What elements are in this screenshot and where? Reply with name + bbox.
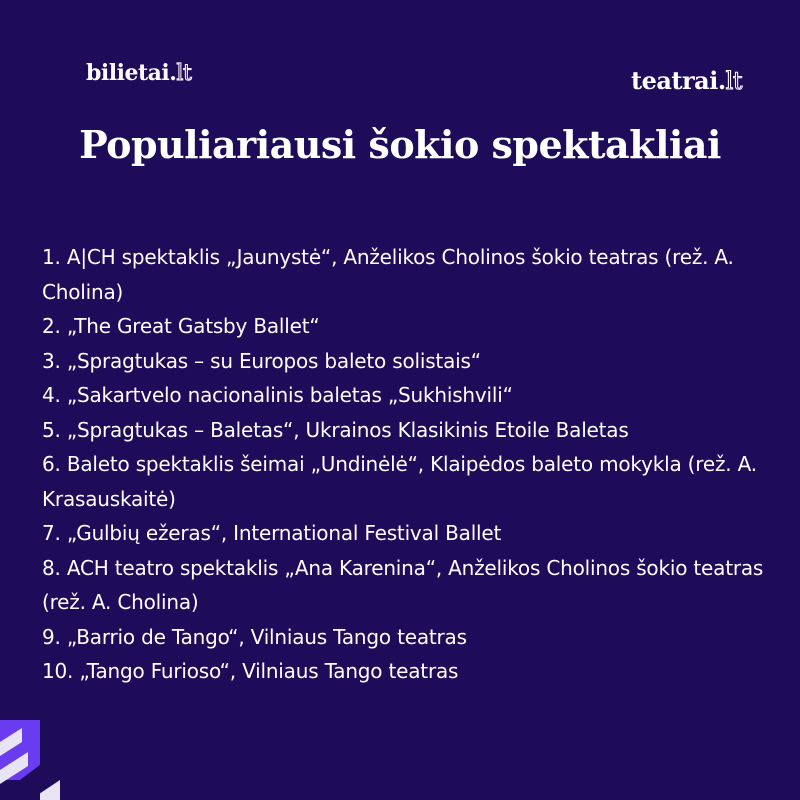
list-item: 9. „Barrio de Tango“, Vilniaus Tango teatras	[42, 624, 467, 649]
teatrai-logo-dot: .	[717, 66, 726, 95]
decorative-shapes-icon	[0, 720, 60, 800]
list-item: 10. „Tango Furioso“, Vilniaus Tango teatras	[42, 659, 459, 683]
list-item: 2. „The Great Gatsby Ballet“	[42, 314, 320, 338]
list-item: 4. „Sakartvelo nacionalinis baletas „Sukhishvili“	[42, 383, 513, 407]
list-item: 3. „Spragtukas – su Europos baleto solistais“	[42, 348, 481, 373]
list-item: 6. Baleto spektaklis šeimai „Undinėlė“, Klaipėdos baleto mokykla (rež. A. Krasauskaitė)	[42, 452, 757, 511]
bilietai-logo[interactable]	[86, 60, 191, 86]
page-title: Populiariausi šokio spektakliai	[79, 122, 721, 167]
list-item: 1. A|CH spektaklis „Jaunystė“, Anželikos Cholinos šokio teatras (rež. A. Cholina)	[42, 245, 734, 304]
teatrai-logo-name: teatrai	[631, 66, 718, 95]
show-list	[42, 240, 782, 689]
list-item: 5. „Spragtukas – Baletas“, Ukrainos Klasikinis Etoile Baletas	[42, 417, 629, 442]
bilietai-logo-name: bilietai	[86, 60, 170, 86]
list-item: 8. ACH teatro spektaklis „Ana Karenina“, Anželikos Cholinos šokio teatras (rež. A. Cholina)	[42, 555, 764, 614]
teatrai-logo-tld: lt	[725, 67, 742, 95]
bilietai-logo-tld: lt	[176, 61, 192, 86]
list-item: 7. „Gulbių ežeras“, International Festival Ballet	[42, 521, 502, 545]
bilietai-logo-dot: .	[169, 60, 177, 86]
teatrai-logo[interactable]	[631, 66, 742, 95]
